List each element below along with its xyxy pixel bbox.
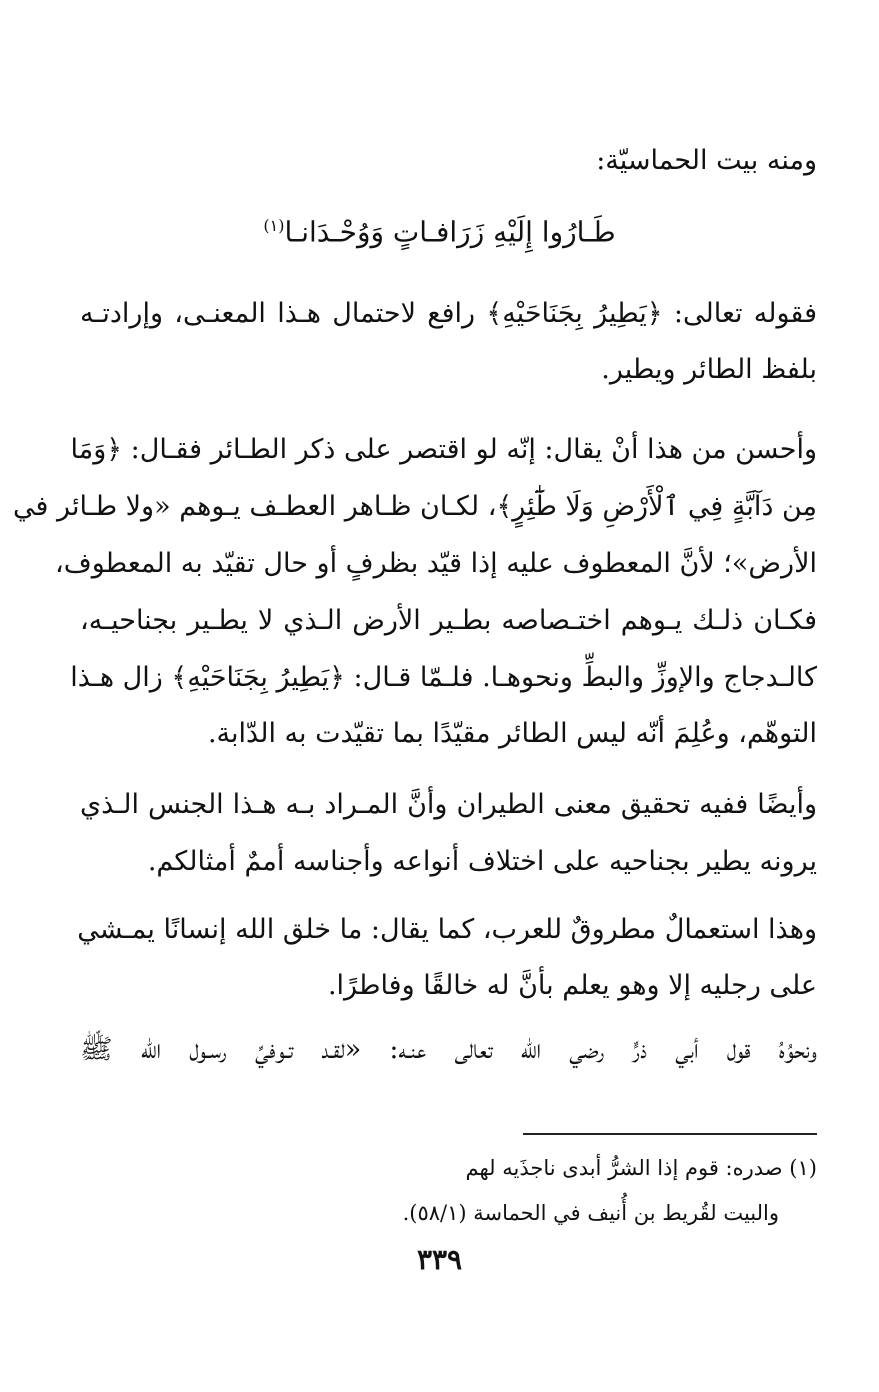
body-line: التوهّم، وعُلِمَ أنّه ليس الطائر مقيّدًا بما تقيّدت به الدّابة. [207,718,817,749]
body-line: وأحسن من هذا أنْ يقال: إنّه لو اقتصر على ذكر الطـائر فقـال: ﴿وَمَا [70,434,817,465]
body-line: وهذا استعمالٌ مطروقٌ للعرب، كما يقال: ما خلق الله إنسانًا يمـشي [77,914,817,945]
body-line: يرونه يطير بجناحيه على اختلاف أنواعه وأجناسه أممٌ أمثالكم. [147,846,817,877]
body-line: الأرض»؛ لأنَّ المعطوف عليه إذا قيّد بظرفٍ أو حال تقيّد به المعطوف، [55,548,817,579]
verse-text: طَـارُوا إِلَيْهِ زَرَافـاتٍ وَوُحْـدَانـا [284,215,616,249]
poetry-verse [0,204,879,254]
body-line: على رجليه إلا وهو يعلم بأنَّ له خالقًا وفاطرًا. [327,970,817,1001]
body-line: مِن دَآبَّةٍ فِي ٱلْأَرْضِ وَلَا طَٰٓئِرٍ﴾، لكـان ظـاهر العطـف يـوهم «ولا طـائر في [13,491,817,522]
body-line: وأيضًا ففيه تحقيق معنى الطيران وأنَّ المـراد بـه هـذا الجنس الـذي [80,789,817,820]
page-number: ٣٣٩ [416,1243,463,1276]
body-line: بلفظ الطائر ويطير. [601,354,817,385]
footnote-text: (١) صدره: قوم إذا الشرُّ أبدى ناجذَيه لهم [465,1156,817,1180]
footnote-separator [523,1133,817,1135]
body-line: فكـان ذلـك يـوهم اختـصاصه بطـير الأرض الـذي لا يطـير بجناحيـه، [80,605,817,636]
body-line: ونحوُهُ قول أبي ذرٍّ رضي الله تعالى عنـه: «لقـد تـوفيِّ رسـول الله ﷺ [80,1034,817,1065]
footnote-marker: (١) [263,216,285,235]
body-line: فقوله تعالى: ﴿يَطِيرُ بِجَنَاحَيْهِ﴾ رافع لاحتمال هـذا المعنـى، وإرادتـه [80,298,817,329]
footnote-text: والبيت لقُريط بن أُنيف في الحماسة (٥٨/١). [402,1201,779,1225]
body-line: كالـدجاج والإوزِّ والبطِّ ونحوهـا. فلـمّا قـال: ﴿يَطِيرُ بِجَنَاحَيْهِ﴾ زال هـذا [70,662,817,693]
intro-line: ومنه بيت الحماسيّة: [596,145,817,176]
